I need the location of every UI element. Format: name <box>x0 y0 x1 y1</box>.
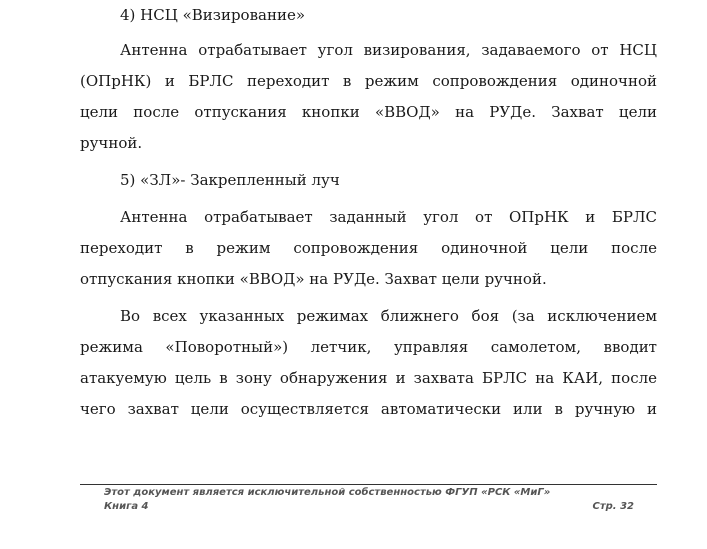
section-heading-4: 4) НСЦ «Визирование» <box>120 6 306 24</box>
paragraph-line: Антенна отрабатывает заданный угол от ОПрНК и БРЛС <box>120 208 657 226</box>
page-number: Стр. 32 <box>592 501 634 512</box>
paragraph-fixed-beam <box>80 202 657 295</box>
paragraph-line: отпускания кнопки «ВВОД» на РУДе. Захват цели ручной. <box>80 270 547 288</box>
paragraph-line: атакуемую цель в зону обнаружения и захвата БРЛС на КАИ, после <box>80 369 657 387</box>
section-heading-5: 5) «ЗЛ»- Закрепленный луч <box>120 171 340 189</box>
paragraph-line: переходит в режим сопровождения одиночной цели после <box>80 239 657 257</box>
paragraph-nsc-sighting <box>80 35 657 159</box>
paragraph-close-combat-modes <box>80 301 657 425</box>
paragraph-line: Антенна отрабатывает угол визирования, задаваемого от НСЦ <box>120 41 657 59</box>
paragraph-line: режима «Поворотный») летчик, управляя самолетом, вводит <box>80 338 657 356</box>
footer-divider <box>80 484 657 485</box>
ownership-notice: Этот документ является исключительной собственностью ФГУП «РСК «МиГ» <box>104 487 551 498</box>
paragraph-line: цели после отпускания кнопки «ВВОД» на РУДе. Захват цели <box>80 103 657 121</box>
book-label: Книга 4 <box>104 501 149 512</box>
paragraph-line: ручной. <box>80 134 143 152</box>
paragraph-line: Во всех указанных режимах ближнего боя (за исключением <box>120 307 657 325</box>
paragraph-line: чего захват цели осуществляется автоматически или в ручную и <box>80 400 657 418</box>
paragraph-line: (ОПрНК) и БРЛС переходит в режим сопровождения одиночной <box>80 72 657 90</box>
page-footer <box>104 486 634 514</box>
